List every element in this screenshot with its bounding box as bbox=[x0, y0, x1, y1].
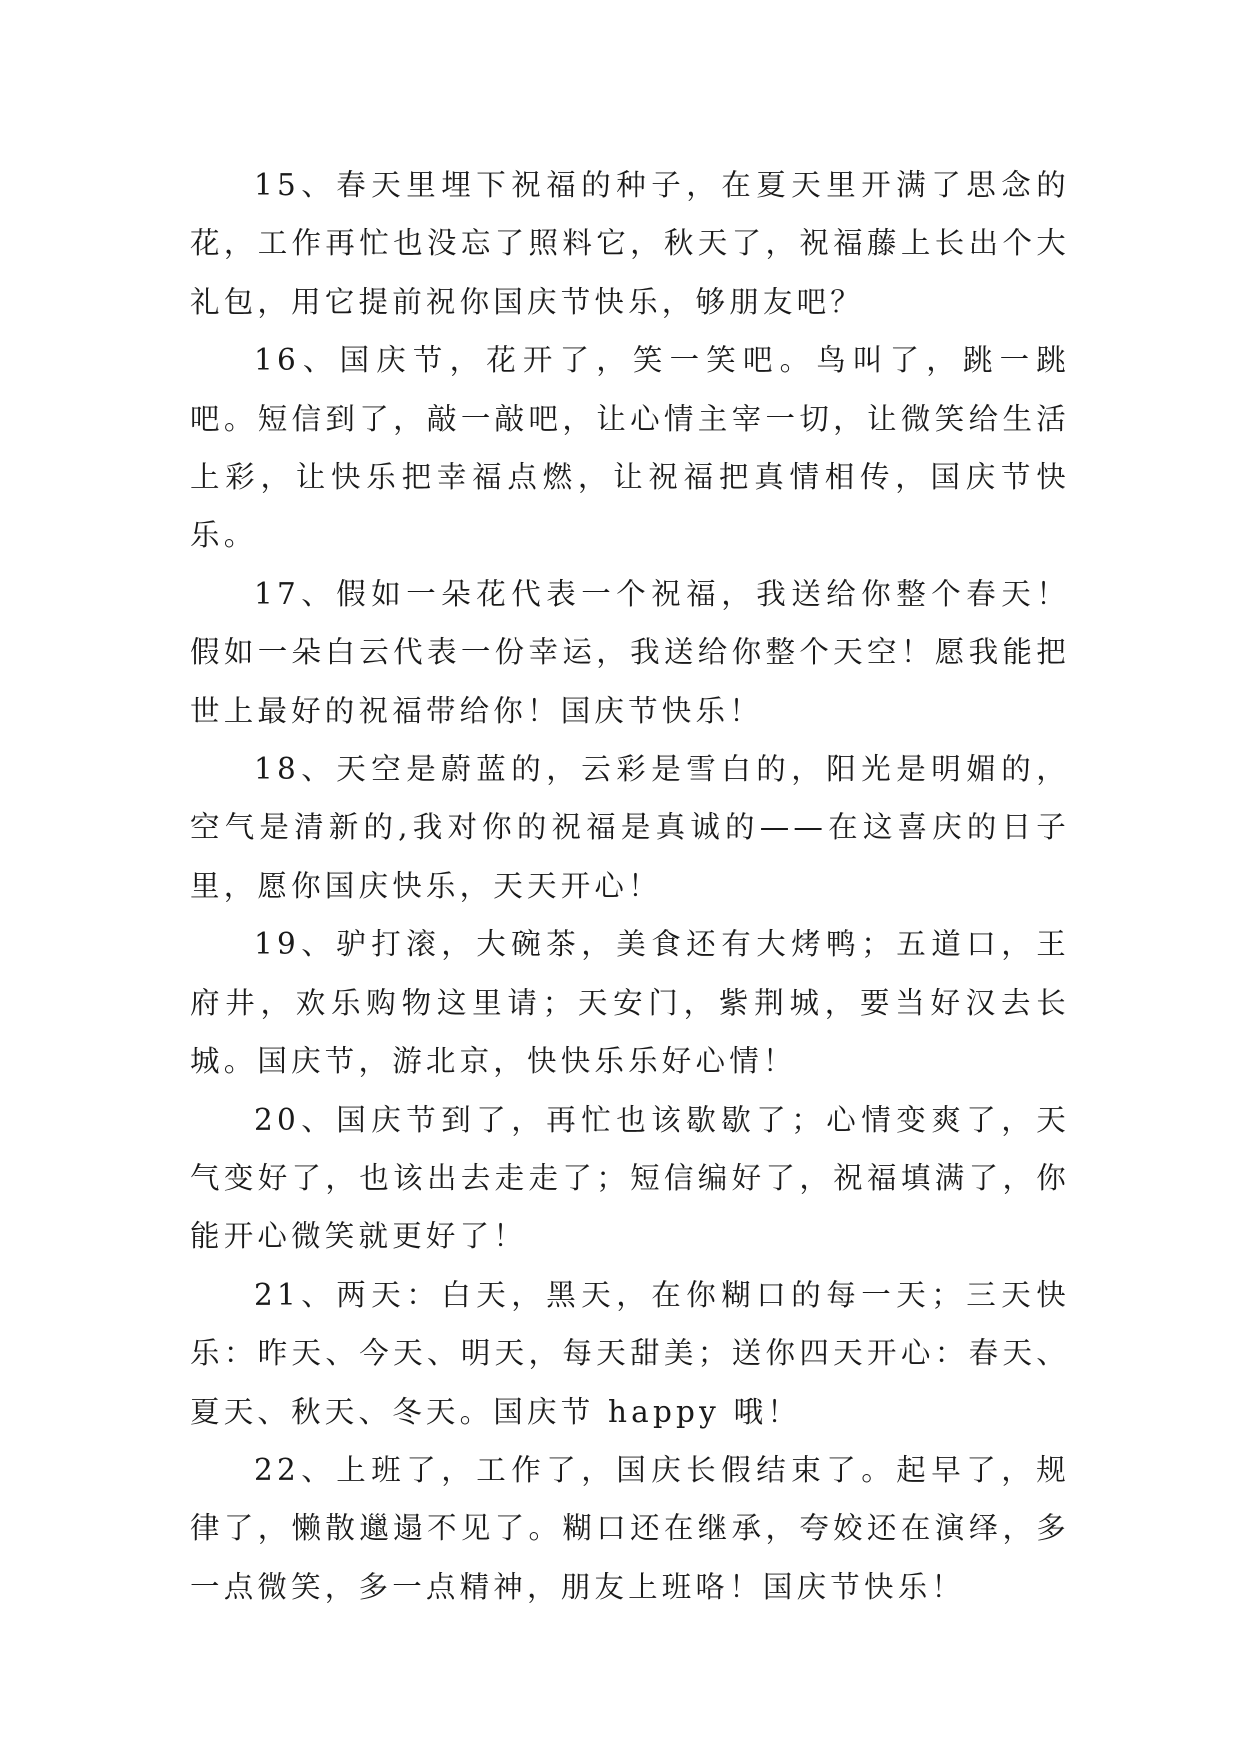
paragraph-19: 19、驴打滚，大碗茶，美食还有大烤鸭；五道口，王府井，欢乐购物这里请；天安门，紫荆城，要当好汉去长城。国庆节，游北京，快快乐乐好心情！ bbox=[190, 927, 1070, 1079]
paragraph-22: 22、上班了，工作了，国庆长假结束了。起早了，规律了，懒散邋遢不见了。糊口还在继承，夸姣还在演绎，多一点微笑，多一点精神，朋友上班咯！国庆节快乐！ bbox=[190, 1452, 1070, 1604]
paragraph-20: 20、国庆节到了，再忙也该歇歇了；心情变爽了，天气变好了，也该出去走走了；短信编好了，祝福填满了，你能开心微笑就更好了！ bbox=[190, 1102, 1070, 1254]
paragraph-18: 18、天空是蔚蓝的，云彩是雪白的，阳光是明媚的，空气是清新的,我对你的祝福是真诚的——在这喜庆的日子里，愿你国庆快乐，天天开心！ bbox=[190, 752, 1070, 903]
paragraph-21: 21、两天：白天，黑天，在你糊口的每一天；三天快乐：昨天、今天、明天，每天甜美；送你四天开心：春天、夏天、秋天、冬天。国庆节 happy 哦！ bbox=[190, 1277, 1070, 1429]
paragraph-16: 16、国庆节，花开了，笑一笑吧。鸟叫了，跳一跳吧。短信到了，敲一敲吧，让心情主宰一切，让微笑给生活上彩，让快乐把幸福点燃，让祝福把真情相传，国庆节快乐。 bbox=[190, 343, 1070, 553]
paragraph-17: 17、假如一朵花代表一个祝福，我送给你整个春天！假如一朵白云代表一份幸运，我送给你整个天空！愿我能把世上最好的祝福带给你！国庆节快乐！ bbox=[190, 576, 1070, 728]
document-body bbox=[190, 156, 1070, 1616]
paragraph-15: 15、春天里埋下祝福的种子，在夏天里开满了思念的花，工作再忙也没忘了照料它，秋天了，祝福藤上长出个大礼包，用它提前祝你国庆节快乐，够朋友吧？ bbox=[190, 168, 1070, 319]
